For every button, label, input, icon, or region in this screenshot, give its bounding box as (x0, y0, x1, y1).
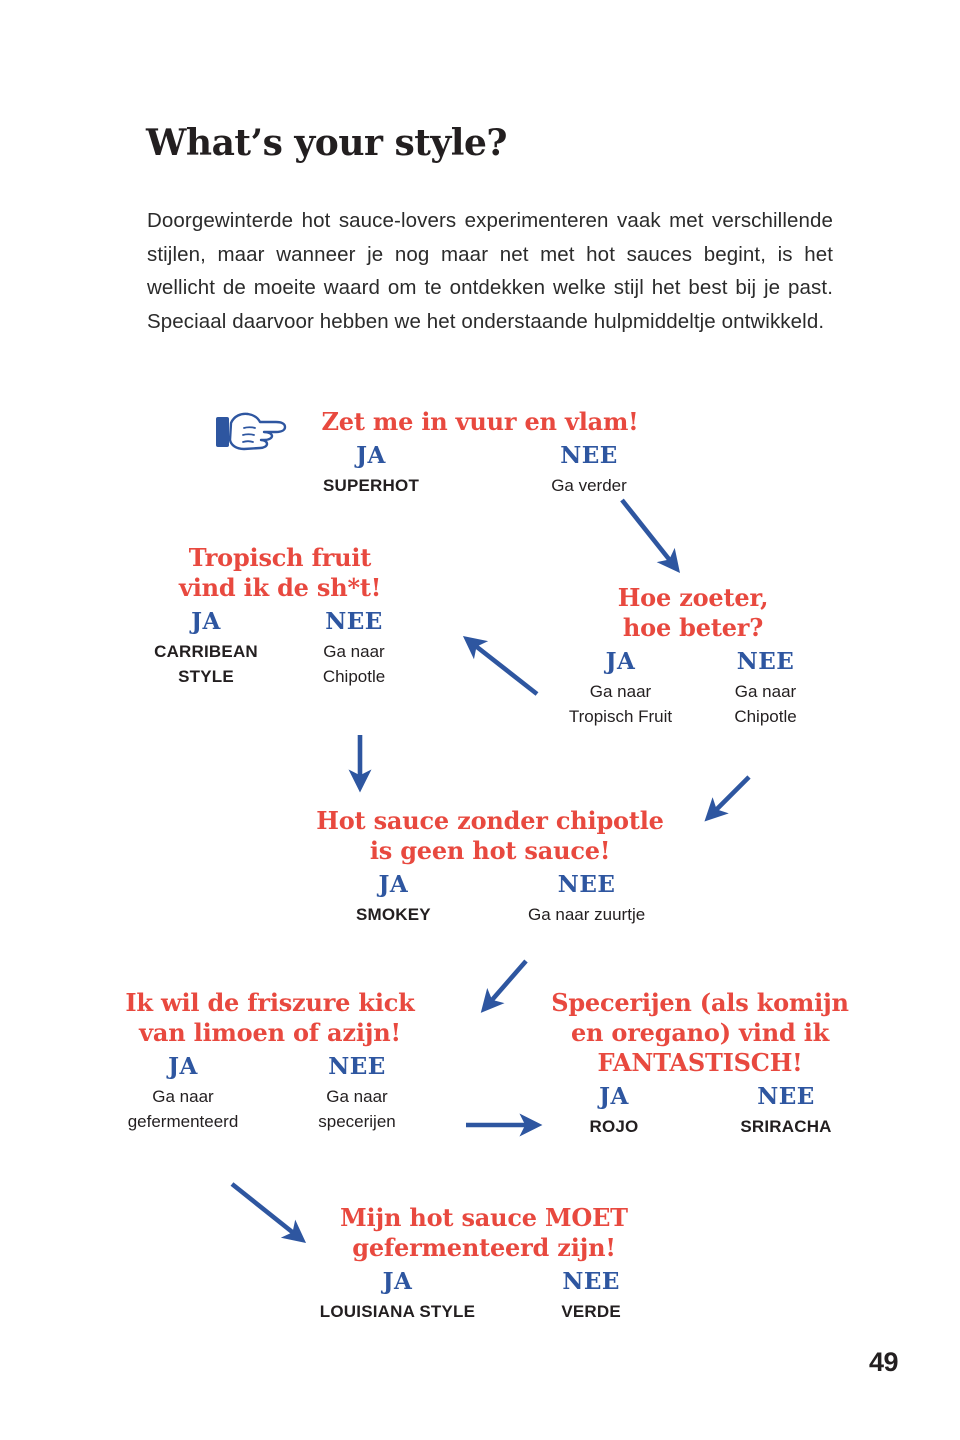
page-number: 49 (868, 1347, 898, 1377)
answer-yes-result: SMOKEY (355, 905, 431, 924)
answer-no-label: NEE (757, 1083, 815, 1110)
answer-no-label: NEE (325, 608, 383, 635)
answer-yes-result: SUPERHOT (322, 476, 420, 495)
answer-yes[interactable] (297, 870, 490, 927)
answer-no-result: Ga verder (551, 476, 627, 495)
answer-yes-result: LOUISIANA STYLE (319, 1302, 476, 1321)
answer-no[interactable] (490, 870, 683, 927)
flow-node-fermented (278, 1203, 690, 1324)
answer-row (132, 607, 428, 689)
arrow-sweet-yes-to-tropical (468, 640, 537, 694)
answer-no-result: Ga naar specerijen (318, 1087, 396, 1131)
answer-yes-label: JA (168, 1053, 198, 1080)
answer-row (262, 441, 698, 498)
answer-yes-result: Ga naar gefermenteerd (127, 1087, 239, 1131)
answer-row (548, 647, 838, 729)
intro-text: Doorgewinterde hot sauce-lovers experimenteren vaak met verschillende stijlen, maar wanneer je nog maar net met hot sauces begint, is het wellicht de moeite waard om te ontdekken welke stijl het best bij je past. Speciaal daarvoor hebben we het onderstaande hulpmiddeltje ontwikkeld. (147, 209, 833, 333)
answer-yes[interactable] (290, 1267, 504, 1324)
answer-yes-result: ROJO (589, 1117, 639, 1136)
answer-row (96, 1052, 444, 1134)
answer-no[interactable] (505, 1267, 678, 1324)
answer-yes-label: JA (378, 871, 409, 898)
answer-no-result: Ga naar Chipotle (322, 642, 386, 686)
answer-yes[interactable] (132, 607, 280, 689)
answer-no-label: NEE (562, 1268, 620, 1295)
answer-yes-label: JA (191, 608, 221, 635)
flow-node-tropical (132, 543, 428, 689)
flow-node-acid (96, 988, 444, 1134)
answer-yes[interactable] (262, 441, 480, 498)
answer-no[interactable] (700, 1082, 872, 1139)
question-text: Mijn hot sauce MOET gefermenteerd zijn! (340, 1203, 628, 1262)
answer-row (280, 870, 700, 927)
question-text: Hoe zoeter, hoe beter? (617, 583, 769, 642)
answer-row (528, 1082, 872, 1139)
answer-no-result: SRIRACHA (740, 1117, 832, 1136)
question-text: Ik wil de friszure kick van limoen of azijn! (125, 988, 415, 1047)
arrow-sweet-no-to-chipotle (709, 777, 749, 817)
answer-no-result: VERDE (561, 1302, 621, 1321)
flow-node-sweet (548, 583, 838, 729)
answer-yes-label: JA (599, 1083, 629, 1110)
answer-no[interactable] (270, 1052, 444, 1134)
arrow-chipotle-no-to-acid (485, 961, 526, 1008)
answer-yes-label: JA (356, 442, 386, 469)
answer-no[interactable] (480, 441, 698, 498)
answer-yes[interactable] (528, 1082, 700, 1139)
page-title: What’s your style? (146, 122, 507, 164)
answer-no-label: NEE (328, 1053, 386, 1080)
answer-no-result: Ga naar Chipotle (734, 682, 797, 726)
question-text: Tropisch fruit vind ik de sh*t! (178, 543, 382, 602)
arrow-heat-no-to-sweet (622, 500, 676, 568)
question-text: Specerijen (als komijn en oregano) vind ik FANTASTISCH! (551, 988, 849, 1077)
answer-no-label: NEE (560, 442, 618, 469)
answer-yes-label: JA (382, 1268, 413, 1295)
answer-no[interactable] (280, 607, 428, 689)
question-text: Zet me in vuur en vlam! (321, 407, 639, 436)
flow-node-heat (262, 407, 698, 498)
answer-yes[interactable] (548, 647, 693, 729)
flow-node-chipotle (280, 806, 700, 927)
answer-row (278, 1267, 690, 1324)
answer-yes-result: CARRIBEAN STYLE (154, 642, 258, 686)
answer-yes[interactable] (96, 1052, 270, 1134)
answer-no-result: Ga naar zuurtje (528, 905, 646, 924)
answer-no-label: NEE (557, 871, 616, 898)
question-text: Hot sauce zonder chipotle is geen hot sauce! (316, 806, 664, 865)
answer-yes-label: JA (605, 648, 636, 675)
flow-node-spices (528, 988, 872, 1139)
answer-no[interactable] (693, 647, 838, 729)
answer-no-label: NEE (736, 648, 795, 675)
answer-yes-result: Ga naar Tropisch Fruit (568, 682, 673, 726)
